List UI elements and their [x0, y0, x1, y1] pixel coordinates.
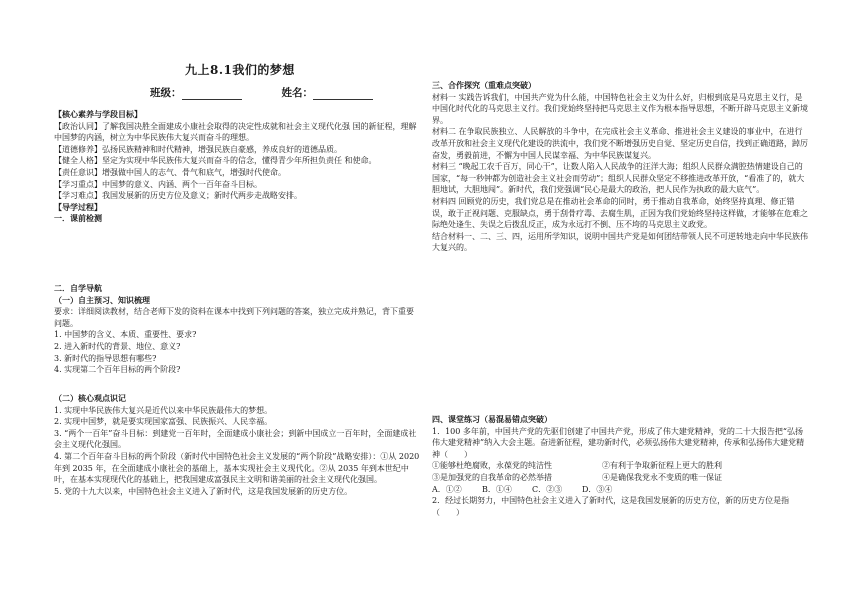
choice-b[interactable]: B．①④: [482, 484, 512, 494]
goal-moral: 【道德修养】弘扬民族精神和时代精神，增强民族自豪感，养成良好的道德品质。: [54, 144, 342, 154]
practice-section: [432, 414, 808, 518]
goal-personality: 【健全人格】坚定为实现中华民族伟大复兴而奋斗的信念，懂得青少年所担负责任 和使命。: [54, 156, 377, 166]
q1-statement: ④是确保我党永不变质的唯一保证: [602, 472, 722, 482]
core-point: 1. 实现中华民族伟大复兴是近代以来中华民族最伟大的梦想。: [54, 405, 273, 415]
coop-section: [432, 80, 808, 254]
question-1: 1．100 多年前，中国共产党的先驱们创建了中国共产党，形成了伟大建党精神，党的二十大报告把“弘扬伟大建党精神”纳入大会主题。奋进新征程，建功新时代，必须弘扬伟大建党精神，传承和弘扬伟大建党精神（ ）: [432, 426, 805, 459]
q1-statement: ①能够杜绝腐败，永葆党的纯洁性: [432, 461, 552, 471]
goal-political: 【政治认同】了解我国决胜全面建成小康社会取得的决定性成就和社会主义现代化强 国的新征程，理解中国梦的内涵，树立为中华民族伟大复兴而奋斗的理想。: [54, 121, 417, 143]
name-label: 姓名：: [281, 87, 313, 99]
preview-question: 4. 实现第二个百年目标的两个阶段?: [54, 365, 181, 375]
self-study-section: [54, 283, 420, 376]
core-point: 3. “两个一百年”奋斗目标：到建党一百年时，全面建成小康社会；到新中国成立一百年时，全面建成社会主义现代化强国。: [54, 428, 417, 450]
preview-requirement: 要求：详细阅读教材，结合老师下发的资料在课本中找到下列问题的答案，独立完成并熟记，背下重要问题。: [54, 307, 414, 328]
material-one: 材料一 实践告诉我们，中国共产党为什么能，中国特色社会主义为什么好，归根到底是马克思主义行，是中国化时代化的马克思主义行。我们党始终坚持把马克思主义作为根本指导思想，不断开辟马克思主义新境界。: [432, 92, 808, 125]
worksheet-title: 九上8.1我们的梦想: [185, 63, 295, 77]
coop-question: 结合材料一、二、三、四，运用所学知识，说明中国共产党是如何团结带领人民不可逆转地走向中华民族伟大复兴的。: [432, 231, 808, 253]
choice-d[interactable]: D．③④: [582, 484, 613, 494]
preview-question: 1. 中国梦的含义、本质、重要性、要求?: [54, 330, 197, 340]
preview-question: 3. 新时代的指导思想有哪些?: [54, 353, 157, 363]
material-two: 材料二 在争取民族独立、人民解放的斗争中，在完成社会主义革命、推进社会主义建设的事业中，在进行改革开放和社会主义现代化建设的洪流中，我们党不断增强历史自觉、坚定历史自信，找到正确道路，踔厉奋发，勇毅前进，不懈为中国人民谋幸福、为中华民族谋复兴。: [432, 127, 808, 160]
choice-a[interactable]: A．①②: [432, 484, 462, 494]
material-four: 材料四 回顾党的历史，我们党总是在推动社会革命的同时，勇于推动自我革命，始终坚持真理、修正错误，敢于正视问题、克服缺点，勇于刮骨疗毒、去腐生肌，正因为我们党始终坚持这样做，才能够在危难之际绝处逢生、失误之后拨乱反正，成为永远打不倒、压不垮的马克思主义政党。: [432, 196, 808, 230]
name-row: [150, 85, 413, 100]
coop-title: 三、合作探究（重难点突破）: [432, 80, 536, 90]
class-blank[interactable]: [182, 87, 242, 100]
q1-statements: [432, 460, 808, 483]
pretest-title: 一．课前检测: [54, 213, 102, 224]
core-points-section: [54, 393, 420, 497]
question-2: 2．经过长期努力，中国特色社会主义进入了新时代，这是我国发展新的历史方位，新的历史方位是指（ ）: [432, 496, 790, 517]
core-point: 5. 党的十九大以来，中国特色社会主义进入了新时代，这是我国发展新的历史方位。: [54, 486, 353, 496]
q1-statement: ②有利于争取新征程上更大的胜利: [602, 461, 722, 471]
q1-choices: [432, 484, 808, 496]
self-study-title: 二．自学导航: [54, 283, 102, 293]
goals-title: 【核心素养与学段目标】: [54, 109, 142, 119]
goal-key-point: 【学习重点】中国梦的意义、内涵、两个一百年奋斗目标。: [54, 179, 262, 189]
core-point: 4. 第二个百年奋斗目标的两个阶段（新时代中国特色社会主义发展的“两个阶段”战略安排）：①从 2020 年到 2035 年，在全面建成小康社会的基础上，基本实现社会主义现代化。②从 2035 年到本世纪中叶，在基本实现现代化的基础上，把我国建成富强民主文明和谐美丽的社会主义现代化强国。: [54, 451, 420, 485]
class-label: 班级：: [150, 87, 182, 99]
q1-statement: ③是加强党的自我革命的必然举措: [432, 472, 552, 482]
preview-title: （一）自主预习、知识梳理: [54, 294, 150, 305]
process-title: 【导学过程】: [54, 201, 102, 212]
practice-title: 四、课堂练习（易混易错点突破）: [432, 414, 552, 424]
goal-difficult-point: 【学习难点】我国发展新的历史方位及意义；新时代两步走战略安排。: [54, 191, 302, 201]
core-point: 2. 实现中国梦，就是要实现国家富强、民族振兴、人民幸福。: [54, 417, 273, 427]
choice-c[interactable]: C．②③: [532, 484, 563, 494]
preview-question: 2. 进入新时代的背景、地位、意义?: [54, 341, 181, 351]
core-title: （二）核心观点识记: [54, 393, 126, 403]
goal-responsibility: 【责任意识】增强做中国人的志气、骨气和底气，增强时代使命。: [54, 167, 286, 177]
name-blank[interactable]: [313, 87, 373, 100]
goals-section: [54, 109, 420, 225]
material-three: 材料三 “晚起工农千百万，同心干”，让数人陷入人民战争的汪洋大海；组织人民群众满腔热情建设自己的国家，“每一秒钟都为创造社会主义社会而劳动”；组织人民群众坚定不移推进改革开放，“看准了的，就大胆地试，大胆地闯”。新时代，我们党强调“民心是最大的政治，把人民作为执政的最大底气”。: [432, 162, 805, 195]
